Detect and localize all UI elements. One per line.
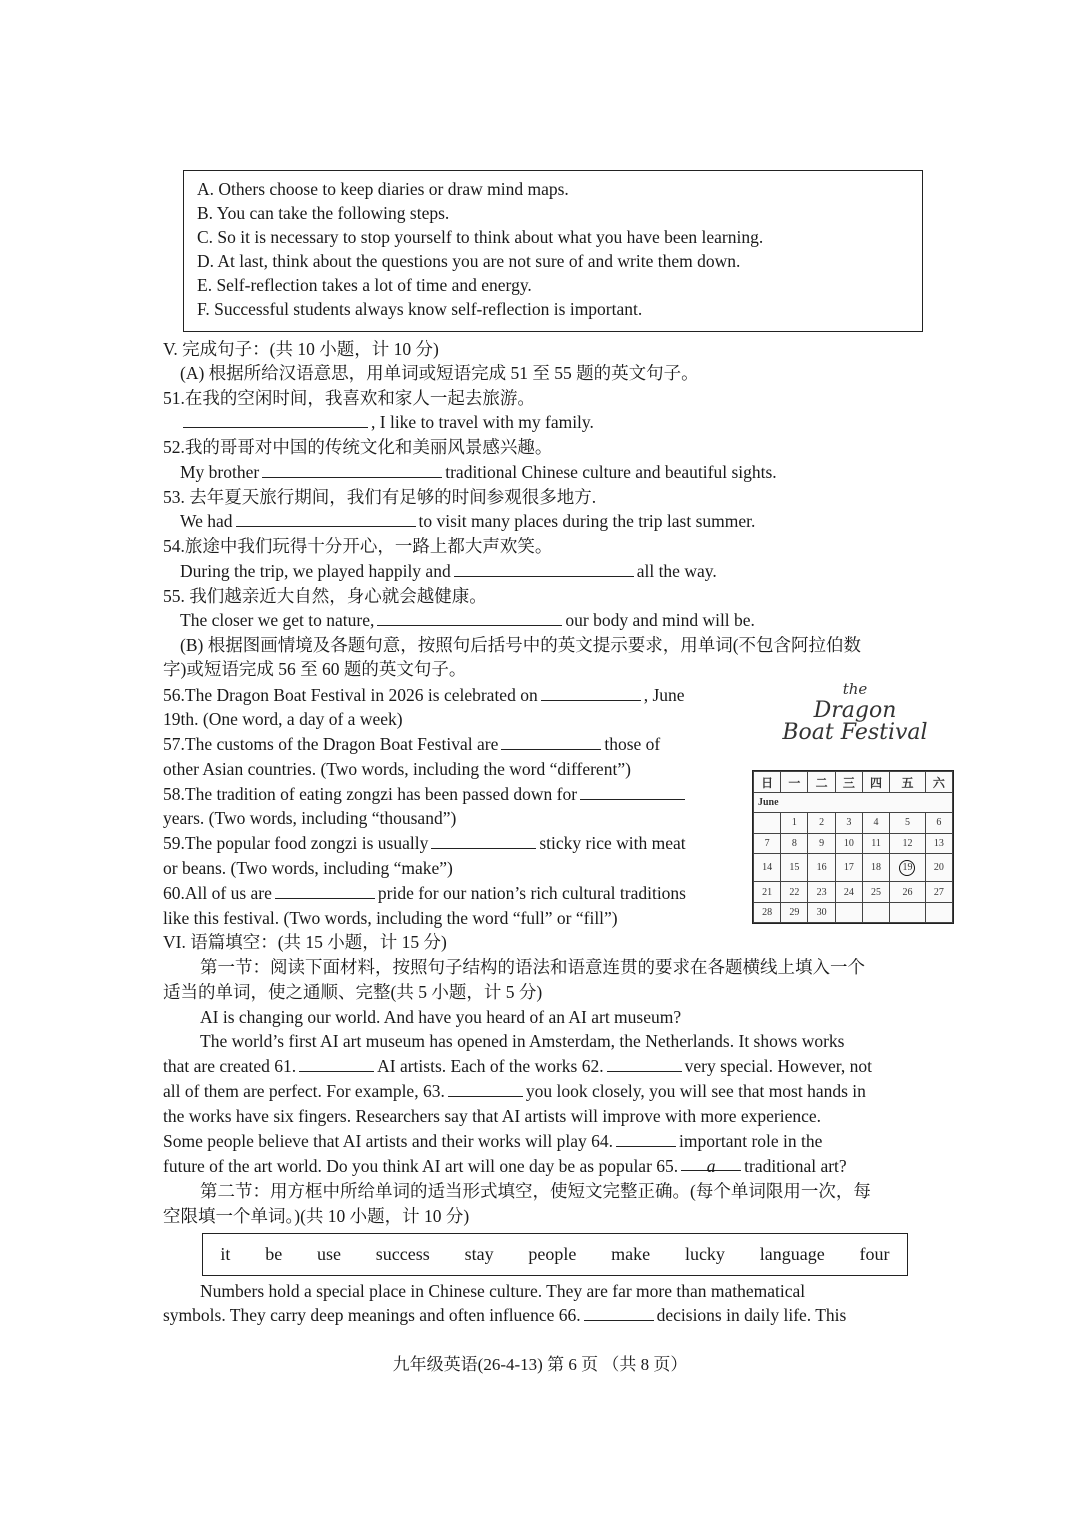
cal-day: 25 (862, 882, 889, 902)
cal-day (754, 813, 781, 833)
q53-text-a: We had (180, 511, 233, 531)
q52-text-b: traditional Chinese culture and beautiful sights. (445, 462, 777, 482)
cal-head-thu: 四 (862, 772, 889, 793)
passage-p6 (163, 1129, 822, 1153)
cal-head-wed: 三 (835, 772, 862, 793)
answer-blank-56[interactable] (541, 684, 641, 701)
dragon-boat-logo (775, 678, 935, 744)
cal-head-mon: 一 (781, 772, 808, 793)
word-bank-item: make (611, 1244, 651, 1264)
cal-head-fri: 五 (890, 772, 926, 793)
section5-partB-1: (B) 根据图画情境及各题句意，按照句后括号中的英文提示要求，用单词(不包含阿拉伯数 (180, 635, 862, 655)
answer-blank-65[interactable]: a (681, 1154, 741, 1171)
p3-text-a: that are created 61. (163, 1056, 297, 1076)
q58-line1 (163, 782, 688, 806)
q54-en (180, 559, 717, 583)
section5-partA: (A) 根据所给汉语意思，用单词或短语完成 51 至 55 题的英文句子。 (180, 363, 699, 383)
cal-day (862, 902, 889, 922)
p3-text-b: AI artists. Each of the works 62. (377, 1056, 604, 1076)
cal-day (890, 853, 926, 882)
q59-text-a: 59.The popular food zongzi is usually (163, 833, 429, 853)
q54-text-b: all the way. (636, 561, 717, 581)
cal-day: 15 (781, 853, 808, 882)
cal-day: 5 (890, 813, 926, 833)
cal-day: 9 (808, 833, 835, 853)
cal-day: 10 (835, 833, 862, 853)
p6-text-a: Some people believe that AI artists and their works will play 64. (163, 1131, 614, 1151)
cal-day: 27 (925, 882, 952, 902)
cal-day: 28 (754, 902, 781, 922)
cal-day (890, 902, 926, 922)
word-bank (202, 1233, 908, 1276)
q56-line2: 19th. (One word, a day of a week) (163, 709, 403, 729)
cal-day: 18 (862, 853, 889, 882)
q57-line2: other Asian countries. (Two words, including the word “different”) (163, 759, 631, 779)
answer-blank-60[interactable] (275, 882, 375, 899)
section6-part2-1: 第二节：用方框中所给单词的适当形式填空，使短文完整正确。(每个单词限用一次，每 (200, 1181, 871, 1201)
q54-cn: 54.旅途中我们玩得十分开心，一路上都大声欢笑。 (163, 536, 553, 556)
q51-en (180, 410, 594, 434)
p6-text-b: important role in the (679, 1131, 823, 1151)
word-bank-item: it (220, 1244, 231, 1264)
section5-title: V. 完成句子：(共 10 小题，计 10 分) (163, 339, 439, 359)
june-calendar (752, 770, 954, 924)
option-f: F. Successful students always know self-reflection is important. (197, 299, 643, 319)
q55-cn: 55. 我们越亲近大自然，身心就会越健康。 (163, 586, 487, 606)
cal-day: 23 (808, 882, 835, 902)
p4-text-a: all of them are perfect. For example, 63. (163, 1081, 445, 1101)
numbers-p2 (163, 1303, 846, 1327)
n2-text-b: decisions in daily life. This (656, 1305, 847, 1325)
cal-day: 24 (835, 882, 862, 902)
word-bank-item: use (317, 1244, 341, 1264)
word-bank-item: lucky (684, 1244, 725, 1264)
n2-text-a: symbols. They carry deep meanings and often influence 66. (163, 1305, 581, 1325)
word-bank-item: language (759, 1244, 825, 1264)
answer-blank-53[interactable] (236, 510, 416, 527)
dragon-logo-festival: Boat Festival (782, 720, 928, 745)
p7-text-b: traditional art? (744, 1156, 847, 1176)
word-bank-item: people (528, 1244, 577, 1264)
word-bank-item: stay (464, 1244, 494, 1264)
p7-text-a: future of the art world. Do you think AI art will one day be as popular 65. (163, 1156, 679, 1176)
answer-blank-63[interactable] (448, 1080, 523, 1097)
passage-p5: the works have six fingers. Researchers say that AI artists will improve with more experience. (163, 1106, 822, 1126)
section6-part1-2: 适当的单词，使之通顺、完整(共 5 小题，计 5 分) (163, 982, 543, 1002)
answer-blank-66[interactable] (584, 1304, 654, 1321)
word-bank-item: be (265, 1244, 283, 1264)
cal-day: 16 (808, 853, 835, 882)
q52-text-a: My brother (180, 462, 260, 482)
q56-text-a: 56.The Dragon Boat Festival in 2026 is celebrated on (163, 685, 538, 705)
passage-p7 (163, 1154, 847, 1178)
option-a: A. Others choose to keep diaries or draw mind maps. (197, 179, 569, 199)
cal-day: 12 (890, 833, 926, 853)
q56-line1 (163, 683, 685, 707)
option-d: D. At last, think about the questions you are not sure of and write them down. (197, 251, 741, 271)
q57-line1 (163, 732, 660, 756)
cal-day: 6 (925, 813, 952, 833)
cal-day: 29 (781, 902, 808, 922)
answer-blank-58[interactable] (580, 783, 685, 800)
q57-text-b: those of (604, 734, 661, 754)
answer-blank-54[interactable] (454, 560, 634, 577)
page-footer: 九年级英语(26-4-13) 第 6 页 （共 8 页） (392, 1355, 688, 1374)
q60-text-b: pride for our nation’s rich cultural traditions (377, 883, 686, 903)
cal-head-tue: 二 (808, 772, 835, 793)
answer-blank-64[interactable] (616, 1130, 676, 1147)
q51-cn: 51.在我的空闲时间，我喜欢和家人一起去旅游。 (163, 388, 535, 408)
option-c: C. So it is necessary to stop yourself to think about what you have been learning. (197, 227, 764, 247)
cal-day: 21 (754, 882, 781, 902)
q53-en (180, 509, 755, 533)
q59-text-b: sticky rice with meat (539, 833, 686, 853)
q52-cn: 52.我的哥哥对中国的传统文化和美丽风景感兴趣。 (163, 437, 553, 457)
cal-day: 20 (925, 853, 952, 882)
q56-text-b: , June (643, 685, 685, 705)
cal-month: June (754, 793, 953, 813)
cal-day (835, 902, 862, 922)
cal-day: 8 (781, 833, 808, 853)
passage-p2: The world’s first AI art museum has opened in Amsterdam, the Netherlands. It shows works (200, 1031, 845, 1051)
festival-day-circle: 19 (899, 860, 915, 876)
dragon-logo-the: the (842, 680, 868, 698)
q52-en (180, 460, 777, 484)
cal-day: 17 (835, 853, 862, 882)
cal-day: 13 (925, 833, 952, 853)
cal-day: 4 (862, 813, 889, 833)
word-bank-item: four (859, 1244, 890, 1264)
answer-blank-51[interactable] (183, 411, 368, 428)
answer-blank-55[interactable] (377, 609, 562, 626)
q59-line2: or beans. (Two words, including “make”) (163, 858, 453, 878)
section6-part2-2: 空限填一个单词。)(共 10 小题，计 10 分) (163, 1206, 470, 1226)
answer-blank-61[interactable] (299, 1055, 374, 1072)
answer-blank-62[interactable] (607, 1055, 682, 1072)
answer-blank-57[interactable] (501, 733, 601, 750)
p4-text-b: you look closely, you will see that most hands in (525, 1081, 866, 1101)
cal-day: 3 (835, 813, 862, 833)
cal-day: 30 (808, 902, 835, 922)
cal-day (925, 902, 952, 922)
q58-text-a: 58.The tradition of eating zongzi has been passed down for (163, 784, 578, 804)
cal-day: 1 (781, 813, 808, 833)
q58-line2: years. (Two words, including “thousand”) (163, 808, 457, 828)
q51-text: , I like to travel with my family. (371, 412, 594, 432)
cal-day: 26 (890, 882, 926, 902)
cal-head-sat: 六 (925, 772, 952, 793)
q55-text-a: The closer we get to nature, (180, 610, 375, 630)
passage-p3 (163, 1054, 872, 1078)
cal-day: 2 (808, 813, 835, 833)
q60-line2: like this festival. (Two words, including the word “full” or “fill”) (163, 908, 618, 928)
q57-text-a: 57.The customs of the Dragon Boat Festival are (163, 734, 499, 754)
q60-line1 (163, 881, 686, 905)
cal-day: 11 (862, 833, 889, 853)
section5-partB-2: 字)或短语完成 56 至 60 题的英文句子。 (163, 659, 467, 679)
answer-blank-52[interactable] (262, 461, 442, 478)
dragon-logo-dragon: Dragon (813, 698, 897, 723)
cal-head-sun: 日 (754, 772, 781, 793)
cal-day: 7 (754, 833, 781, 853)
q54-text-a: During the trip, we played happily and (180, 561, 451, 581)
answer-blank-59[interactable] (431, 832, 536, 849)
q59-line1 (163, 831, 686, 855)
option-b: B. You can take the following steps. (197, 203, 450, 223)
p3-text-c: very special. However, not (684, 1056, 872, 1076)
passage-p1: AI is changing our world. And have you heard of an AI art museum? (200, 1007, 682, 1027)
section6-part1-1: 第一节：阅读下面材料，按照句子结构的语法和语意连贯的要求在各题横线上填入一个 (200, 957, 865, 977)
cal-day: 14 (754, 853, 781, 882)
q60-text-a: 60.All of us are (163, 883, 272, 903)
q53-cn: 53. 去年夏天旅行期间，我们有足够的时间参观很多地方. (163, 487, 597, 507)
word-bank-item: success (375, 1244, 430, 1264)
section6-title: VI. 语篇填空：(共 15 小题，计 15 分) (163, 932, 447, 952)
option-e: E. Self-reflection takes a lot of time and energy. (197, 275, 532, 295)
q55-en (180, 608, 755, 632)
q53-text-b: to visit many places during the trip last summer. (418, 511, 756, 531)
passage-p4 (163, 1079, 866, 1103)
cal-day: 22 (781, 882, 808, 902)
numbers-p1: Numbers hold a special place in Chinese culture. They are far more than mathematical (200, 1281, 806, 1301)
q55-text-b: our body and mind will be. (565, 610, 755, 630)
